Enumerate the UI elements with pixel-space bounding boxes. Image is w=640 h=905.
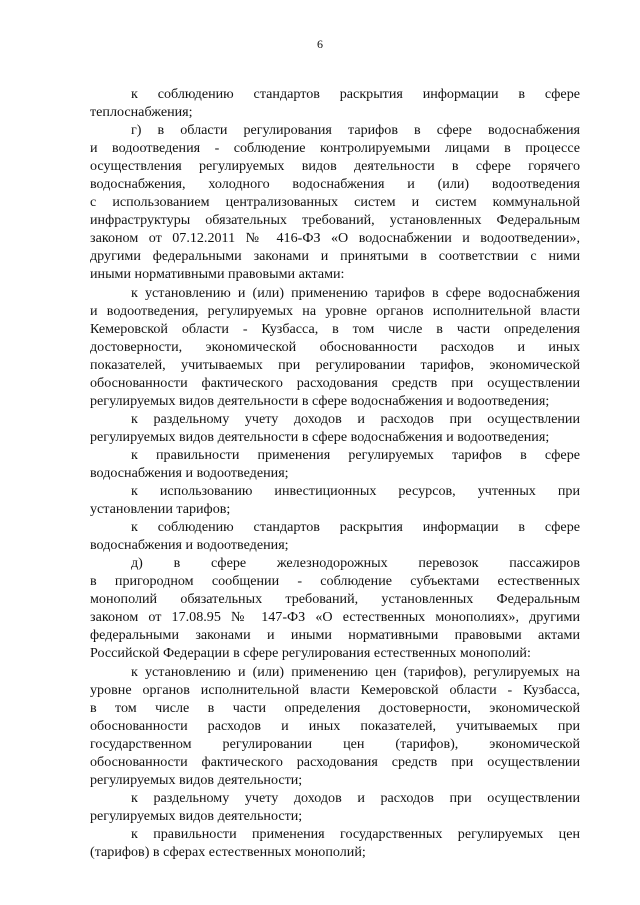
text-line: установлении тарифов; <box>90 501 231 518</box>
text-line: к раздельному учету доходов и расходов при осуществлении <box>131 410 580 427</box>
text-line: к использованию инвестиционных ресурсов, учтенных при <box>131 483 580 500</box>
text-line: к соблюдению стандартов раскрытия информации в сфере <box>131 519 580 536</box>
text-line: в том числе в части определения достоверности, экономической <box>90 699 580 716</box>
text-line: с использованием централизованных систем и систем коммунальной <box>90 194 580 211</box>
text-line: и водоотведения - соблюдение контролируемыми лицами в процессе <box>90 140 580 157</box>
text-line: водоснабжения, холодного водоснабжения и (или) водоотведения <box>90 176 580 193</box>
text-line: регулируемых видов деятельности; <box>90 771 303 788</box>
text-line: (тарифов) в сферах естественных монополий; <box>90 843 366 860</box>
text-line: регулируемых видов деятельности; <box>90 807 303 824</box>
text-line: осуществления регулируемых видов деятельности в сфере горячего <box>90 158 580 175</box>
text-line: к раздельному учету доходов и расходов при осуществлении <box>131 789 580 806</box>
text-line: законом от 17.08.95 № 147-ФЗ «О естественных монополиях», другими <box>90 609 580 626</box>
text-line: достоверности, экономической обоснованности расходов и иных <box>90 338 580 355</box>
text-line: к соблюдению стандартов раскрытия информации в сфере <box>131 86 580 102</box>
text-line: показателей, учитываемых при регулировании тарифов, экономической <box>90 356 580 373</box>
text-line: обоснованности фактического расходования средств при осуществлении <box>90 374 580 391</box>
text-line: регулируемых видов деятельности в сфере водоснабжения и водоотведения; <box>90 428 550 445</box>
text-line: обоснованности фактического расходования средств при осуществлении <box>90 753 580 770</box>
text-line: к правильности применения регулируемых тарифов в сфере <box>131 446 580 463</box>
text-line: водоснабжения и водоотведения; <box>90 464 289 481</box>
text-line: Кемеровской области - Кузбасса, в том числе в части определения <box>90 320 580 337</box>
text-line: Российской Федерации в сфере регулирования естественных монополий: <box>90 645 531 662</box>
text-line: к правильности применения государственных регулируемых цен <box>131 825 580 842</box>
text-line: регулируемых видов деятельности в сфере водоснабжения и водоотведения; <box>90 392 550 409</box>
text-line: к установлению и (или) применению тарифов в сфере водоснабжения <box>131 284 580 301</box>
text-line: д) в сфере железнодорожных перевозок пассажиров <box>131 555 580 572</box>
text-line: монополий обязательных требований, установленных Федеральным <box>90 591 580 608</box>
text-line: государственном регулировании цен (тарифов), экономической <box>90 735 580 752</box>
text-line: г) в области регулирования тарифов в сфере водоснабжения <box>131 122 580 139</box>
text-line: иными нормативными правовыми актами: <box>90 266 345 283</box>
text-line: законом от 07.12.2011 № 416-ФЗ «О водоснабжении и водоотведении», <box>90 230 580 247</box>
text-line: и водоотведения, регулируемых на уровне органов исполнительной власти <box>90 302 580 319</box>
body-text <box>90 85 580 861</box>
text-line: в пригородном сообщении - соблюдение субъектами естественных <box>90 573 580 590</box>
text-line: к установлению и (или) применению цен (тарифов), регулируемых на <box>131 663 580 680</box>
text-line: другими федеральными законами и принятыми в соответствии с ними <box>90 248 580 265</box>
text-line: федеральными законами и иными нормативными правовыми актами <box>90 627 580 644</box>
text-line: водоснабжения и водоотведения; <box>90 537 289 554</box>
page-number: 6 <box>317 37 323 51</box>
text-line: теплоснабжения; <box>90 104 193 121</box>
text-line: инфраструктуры обязательных требований, установленных Федеральным <box>90 212 580 229</box>
text-line: уровне органов исполнительной власти Кемеровской области - Кузбасса, <box>90 681 580 698</box>
text-line: обоснованности расходов и иных показателей, учитываемых при <box>90 717 580 734</box>
